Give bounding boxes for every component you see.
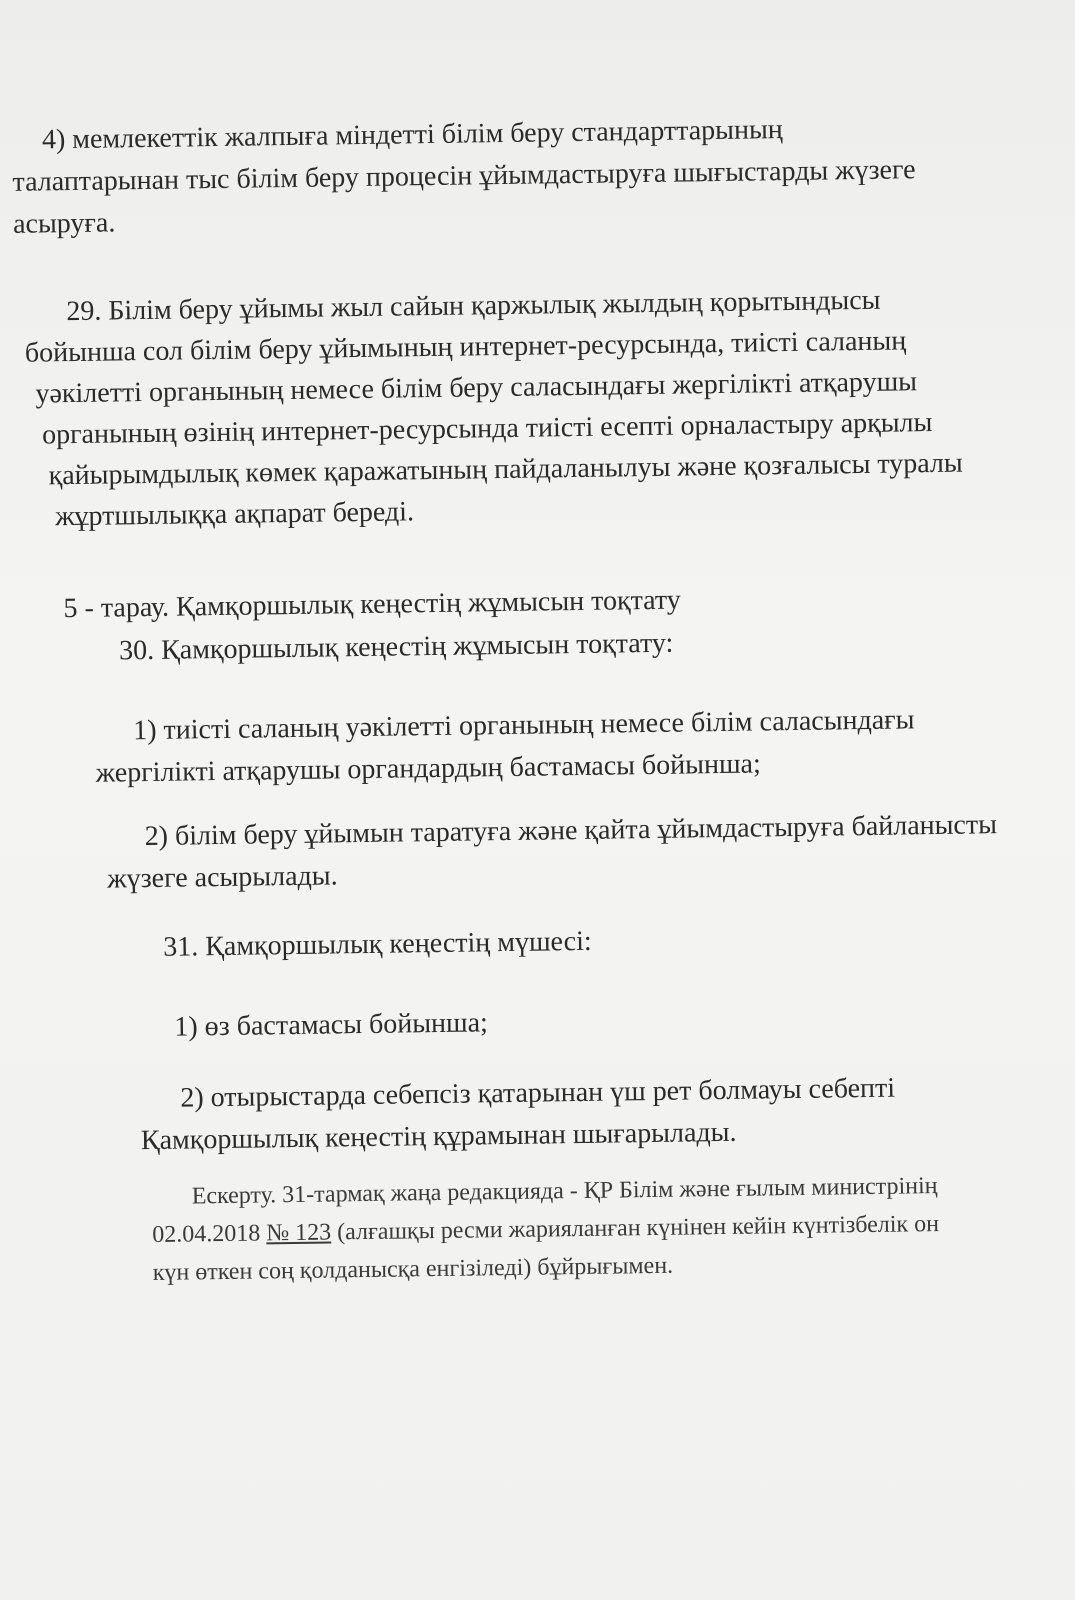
amendment-note-text: (алғашқы ресми жарияланған күнінен кейін күнтізбелік он: [330, 1211, 940, 1246]
amendment-note-date: 02.04.2018: [152, 1220, 267, 1248]
item-30-sub-2-line: 2) білім беру ұйымын таратуға және қайта ұйымдастыруға байланысты: [144, 809, 998, 853]
item-4-line: 4) мемлекеттік жалпыға міндетті білім беру стандарттарының: [41, 114, 783, 156]
item-30-sub-1: [95, 699, 915, 794]
item-29-line: бойынша сол білім беру ұйымының интернет-ресурсында, тиісті саланың: [24, 325, 907, 369]
item-4-line: асыруға.: [12, 207, 116, 240]
item-31-sub-2: [140, 1068, 896, 1163]
item-31-sub-2-line: 2) отырыстарда себепсіз қатарынан үш рет болмауы себепті: [180, 1072, 896, 1114]
item-30-sub-2-line: жүзеге асырылады.: [107, 860, 338, 895]
item-30-sub-1-line: жергілікті атқарушы органдардың бастамасы бойынша;: [95, 748, 761, 789]
item-30-heading-text: 30. Қамқоршылық кеңестің жұмысын тоқтату:: [118, 627, 674, 667]
item-31-heading: [163, 922, 592, 968]
amendment-note-line: күн өткен соң қолданысқа енгізіледі) бұйрығымен.: [152, 1252, 674, 1286]
chapter-5-heading-text: 5 - тарау. Қамқоршылық кеңестің жұмысын тоқтату: [63, 584, 681, 625]
item-30-sub-1-line: 1) тиісті саланың уәкілетті органының немесе білім саласындағы: [132, 704, 915, 747]
item-31-heading-text: 31. Қамқоршылық кеңестің мүшесі:: [163, 925, 592, 963]
item-31-sub-2-line: Қамқоршылық кеңестің құрамынан шығарылады.: [140, 1116, 737, 1157]
amendment-note: [151, 1167, 939, 1292]
item-29-line: органының өзінің интернет-ресурсында тиісті есепті орналастыру арқылы: [41, 407, 933, 451]
item-30-heading: [119, 624, 674, 672]
item-4-line: талаптарынан тыс білім беру процесін ұйымдастыруға шығыстарды жүзеге: [12, 154, 916, 198]
item-29-line: қайырымдылық көмек қаражатының пайдаланылуы және қозғалысы туралы: [48, 447, 963, 492]
item-31-sub-1: [174, 1003, 488, 1047]
order-number-link[interactable]: № 123: [266, 1219, 332, 1247]
item-29-paragraph: [24, 279, 963, 538]
item-29-line: жұртшылыққа ақпарат береді.: [55, 496, 415, 533]
item-29-line: 29. Білім беру ұйымы жыл сайын қаржылық жылдың қорытындысы: [66, 284, 881, 328]
chapter-5-heading: [63, 581, 681, 630]
amendment-note-line: Ескерту. 31-тармақ жаңа редакцияда - ҚР Білім және ғылым министрінің: [191, 1173, 938, 1210]
item-29-line: уәкілетті органының немесе білім беру саласындағы жергілікті атқарушы: [35, 366, 918, 410]
item-4-paragraph: [12, 107, 917, 246]
item-30-sub-2: [106, 804, 997, 900]
item-31-sub-1-text: 1) өз бастамасы бойынша;: [174, 1007, 489, 1043]
